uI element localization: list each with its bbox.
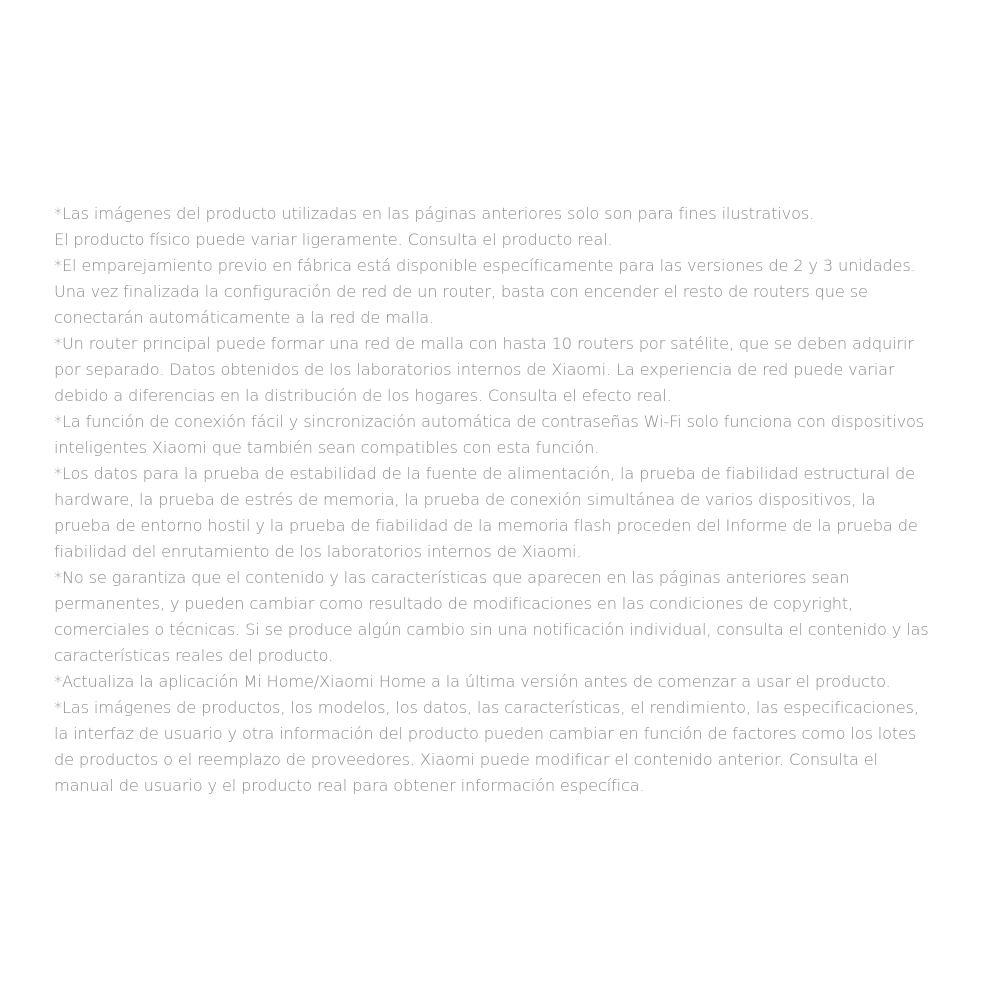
disclaimer-line: *Un router principal puede formar una red de malla con hasta 10 routers por satélite, que se deben adquirir (54, 334, 914, 353)
disclaimer-line: de productos o el reemplazo de proveedores. Xiaomi puede modificar el contenido anterior. Consulta el (54, 750, 878, 769)
disclaimer-line: *Los datos para la prueba de estabilidad de la fuente de alimentación, la prueba de fiabilidad estructural de (54, 464, 915, 483)
disclaimer-line: manual de usuario y el producto real para obtener información específica. (54, 776, 645, 795)
disclaimer-line: *La función de conexión fácil y sincronización automática de contraseñas Wi-Fi solo funciona con dispositivos (54, 412, 925, 431)
disclaimer-line: permanentes, y pueden cambiar como resultado de modificaciones en las condiciones de copyright, (54, 594, 854, 613)
disclaimer-text-block (54, 201, 954, 799)
disclaimer-line: *Actualiza la aplicación Mi Home/Xiaomi Home a la última versión antes de comenzar a usar el producto. (54, 672, 891, 691)
disclaimer-line: fiabilidad del enrutamiento de los laboratorios internos de Xiaomi. (54, 542, 582, 561)
disclaimer-line: conectarán automáticamente a la red de malla. (54, 308, 435, 327)
disclaimer-line: hardware, la prueba de estrés de memoria, la prueba de conexión simultánea de varios dispositivos, la (54, 490, 876, 509)
disclaimer-line: *Las imágenes del producto utilizadas en las páginas anteriores solo son para fines ilustrativos. (54, 204, 815, 223)
disclaimer-line: prueba de entorno hostil y la prueba de fiabilidad de la memoria flash proceden del Informe de la prueba de (54, 516, 918, 535)
disclaimer-line: por separado. Datos obtenidos de los laboratorios internos de Xiaomi. La experiencia de red puede variar (54, 360, 895, 379)
disclaimer-line: *El emparejamiento previo en fábrica está disponible específicamente para las versiones de 2 y 3 unidades. (54, 256, 916, 275)
disclaimer-line: *Las imágenes de productos, los modelos, los datos, las características, el rendimiento, las especificaciones, (54, 698, 919, 717)
disclaimer-line: la interfaz de usuario y otra información del producto pueden cambiar en función de factores como los lotes (54, 724, 917, 743)
disclaimer-line: El producto físico puede variar ligeramente. Consulta el producto real. (54, 230, 613, 249)
disclaimer-line: *No se garantiza que el contenido y las características que aparecen en las páginas anteriores sean (54, 568, 850, 587)
disclaimer-line: comerciales o técnicas. Si se produce algún cambio sin una notificación individual, consulta el contenido y las (54, 620, 929, 639)
disclaimer-line: debido a diferencias en la distribución de los hogares. Consulta el efecto real. (54, 386, 672, 405)
disclaimer-line: características reales del producto. (54, 646, 334, 665)
disclaimer-line: Una vez finalizada la configuración de red de un router, basta con encender el resto de routers que se (54, 282, 868, 301)
disclaimer-line: inteligentes Xiaomi que también sean compatibles con esta función. (54, 438, 600, 457)
